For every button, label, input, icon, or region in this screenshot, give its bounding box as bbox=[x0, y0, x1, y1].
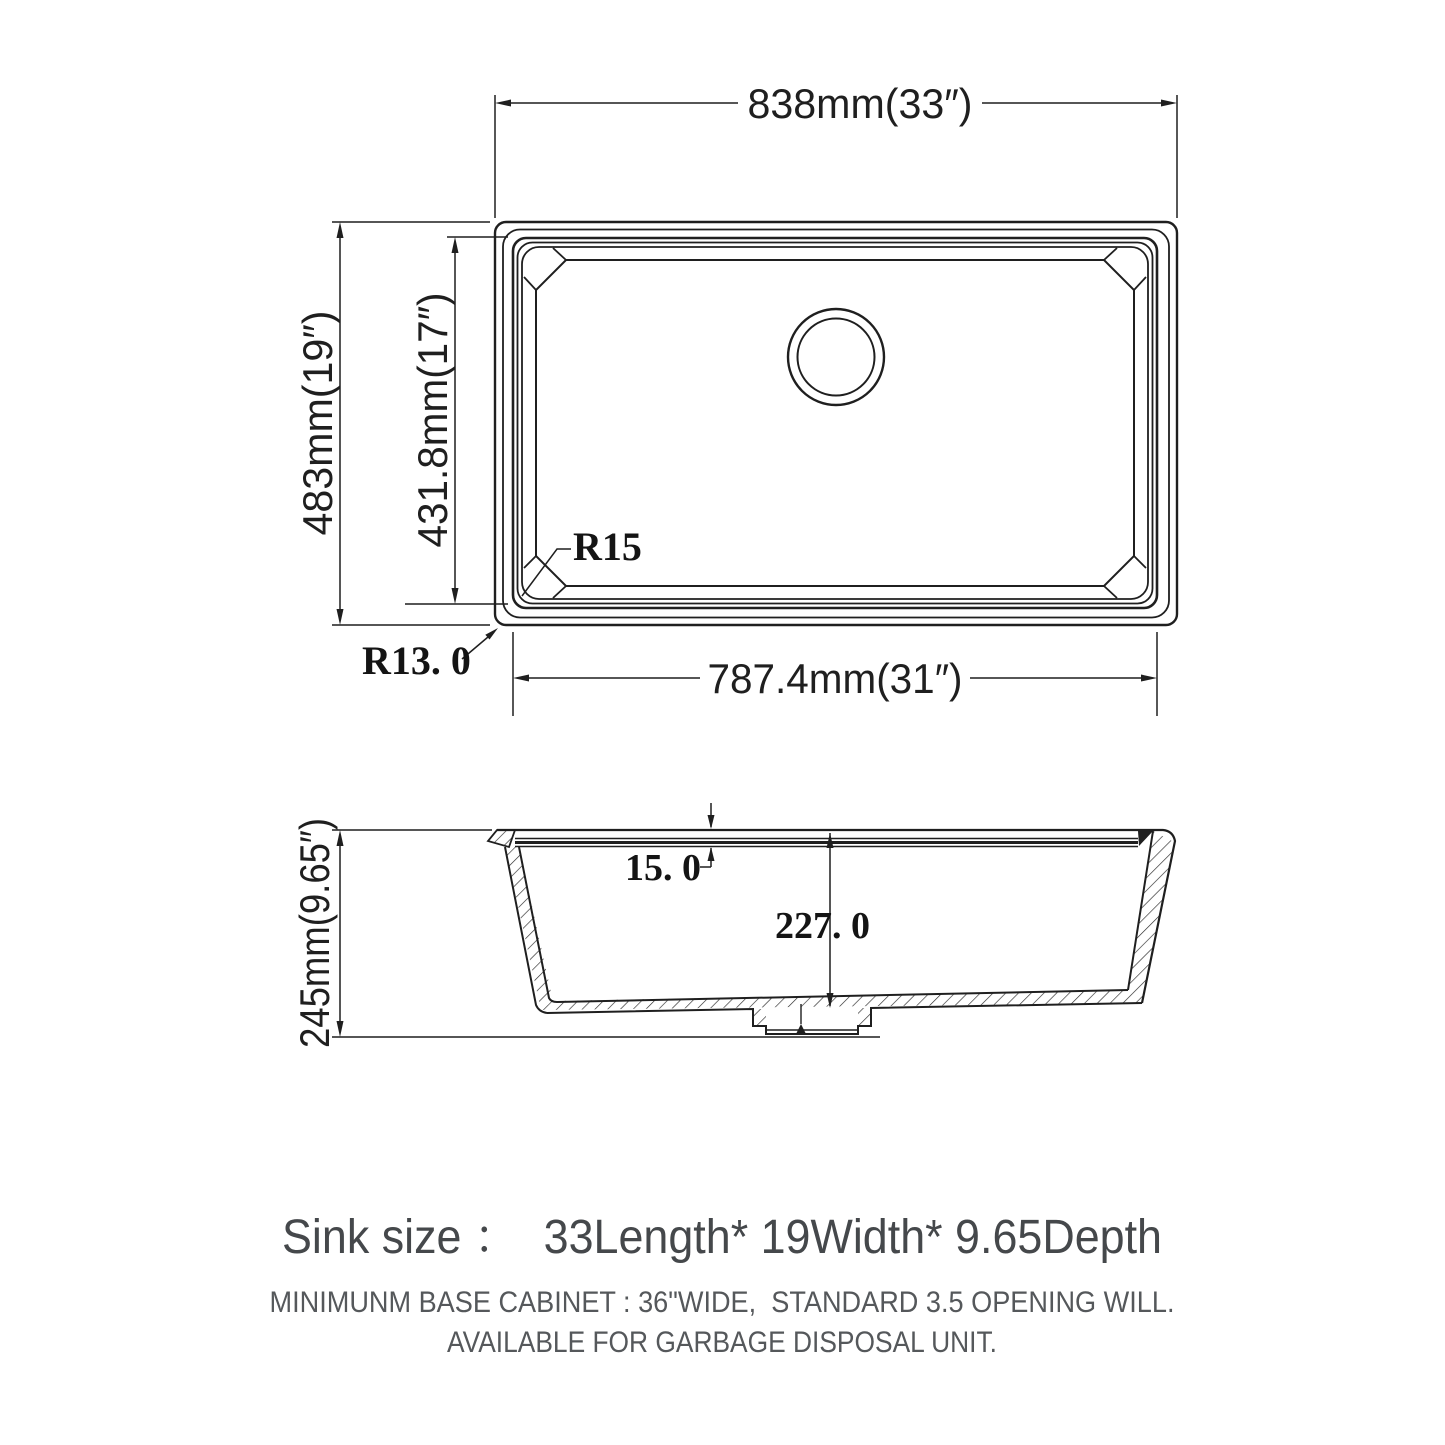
dim-inner-depth bbox=[775, 833, 870, 1008]
sink-size-line: Sink size ： 33Length* 19Width* 9.65Depth bbox=[282, 1211, 1162, 1264]
dim-bowl-width-label: 787.4mm(31″) bbox=[707, 655, 963, 702]
drain-stop-mark bbox=[796, 1024, 806, 1034]
drain-opening bbox=[788, 309, 884, 405]
dim-outer-width-label: 838mm(33″) bbox=[747, 80, 973, 127]
dim-bowl-depth-label: 431.8mm(17″) bbox=[409, 282, 456, 548]
rim-band-section bbox=[515, 831, 1153, 847]
bowl-radius-label: R15 bbox=[573, 524, 642, 569]
dim-bowl-width bbox=[513, 632, 1157, 716]
dim-inner-depth-label: 227. 0 bbox=[775, 905, 870, 947]
cabinet-note: MINIMUNM BASE CABINET : 36"WIDE, STANDARD 3.5 OPENING WILL. bbox=[269, 1286, 1175, 1319]
section-view bbox=[291, 783, 1175, 1048]
disposal-note: AVAILABLE FOR GARBAGE DISPOSAL UNIT. bbox=[447, 1326, 997, 1359]
callout-outer-radius bbox=[362, 628, 498, 683]
dim-rim-thickness-label: 15. 0 bbox=[625, 847, 701, 889]
dim-bowl-depth bbox=[405, 237, 508, 604]
dim-outer-depth bbox=[294, 222, 490, 625]
dim-outer-width bbox=[495, 80, 1177, 218]
top-view bbox=[294, 80, 1177, 716]
dim-outer-depth-label: 483mm(19″) bbox=[294, 305, 341, 536]
dim-total-height-label: 245mm(9.65″) bbox=[291, 783, 338, 1048]
summary-block bbox=[270, 1211, 1175, 1359]
outer-radius-label: R13. 0 bbox=[362, 638, 471, 683]
